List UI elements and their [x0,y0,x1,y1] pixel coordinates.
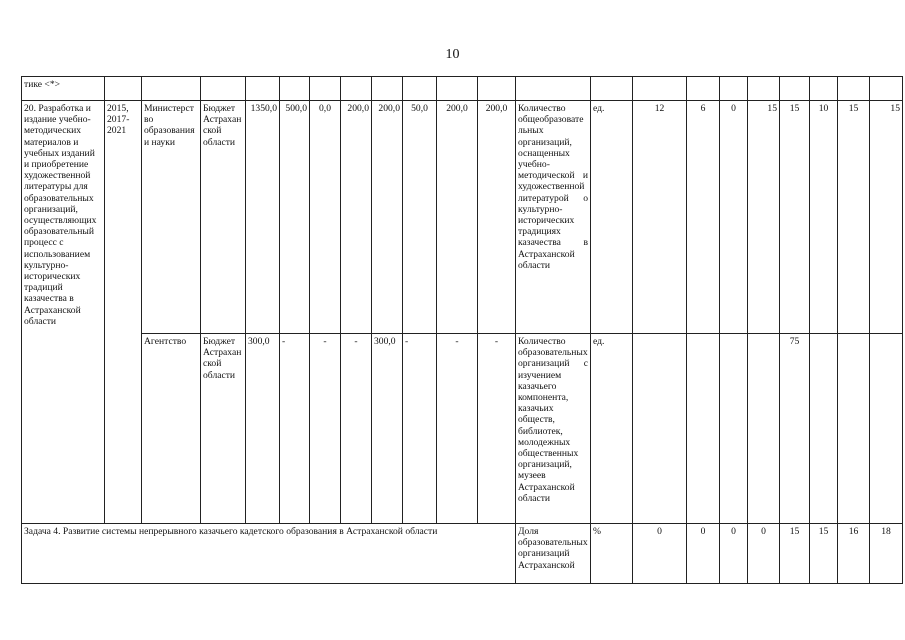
value-cell: 6 [687,101,720,334]
item20-indicator-1: Количество общеобразовательных организаций, оснащенных учебно-методической и художественной литературой о культурно-исторических традициях казачества в Астраханской области [516,101,591,334]
unit-cell: % [591,524,633,584]
value-cell: 12 [633,101,687,334]
item20-years: 2015, 2017-2021 [105,101,142,524]
page-number: 10 [445,47,460,62]
value-cell [870,334,903,524]
fin-cell: 1350,0 [246,101,280,334]
item20-source-1: Бюджет Астраханской области [201,101,246,334]
value-cell [720,334,748,524]
cell-continuation-text: тике <*> [22,77,105,101]
fin-cell: 0,0 [310,101,341,334]
value-cell: 18 [870,524,903,584]
table-row-task4 [22,524,903,584]
value-cell: 0 [720,524,748,584]
item20-executor-ministry: Министерство образования и науки [142,101,201,334]
fin-cell: 200,0 [478,101,516,334]
value-cell: 0 [748,524,780,584]
fin-cell: - [478,334,516,524]
program-table [21,76,903,584]
value-cell: 0 [687,524,720,584]
table-row-item20-ministry [22,101,903,334]
value-cell [810,334,838,524]
fin-cell: - [280,334,310,524]
value-cell: 15 [748,101,780,334]
table-row-continuation [22,77,903,101]
fin-cell: 200,0 [437,101,478,334]
value-cell: 16 [838,524,870,584]
value-cell: 0 [633,524,687,584]
value-cell: 15 [810,524,838,584]
value-cell: 15 [870,101,903,334]
fin-cell: - [310,334,341,524]
item20-indicator-2: Количество образовательных организаций с изучением казачьего компонента, казачьих обществ, библиотек, молодежных общественных организаций, музеев Астраханской области [516,334,591,524]
unit-cell: ед. [591,101,633,334]
fin-cell: - [341,334,372,524]
fin-cell: 300,0 [246,334,280,524]
value-cell: 75 [780,334,810,524]
task4-title: Задача 4. Развитие системы непрерывного казачьего кадетского образования в Астраханской области [22,524,516,584]
task4-indicator: Доля образовательных организаций Астраханской [516,524,591,584]
fin-cell: 200,0 [372,101,403,334]
value-cell: 15 [780,101,810,334]
fin-cell: 200,0 [341,101,372,334]
item20-name: 20. Разработка и издание учебно-методических материалов и учебных изданий и приобретение художественной литературы для образовательных организаций, осуществляющих образовательный процесс с использованием культурно-исторических традиций казачества в Астраханской области [22,101,105,524]
unit-cell: ед. [591,334,633,524]
value-cell: 15 [780,524,810,584]
fin-cell: - [437,334,478,524]
value-cell: 10 [810,101,838,334]
value-cell [748,334,780,524]
value-cell [687,334,720,524]
item20-source-2: Бюджет Астраханской области [201,334,246,524]
value-cell [838,334,870,524]
value-cell: 15 [838,101,870,334]
fin-cell: 300,0 [372,334,403,524]
item20-executor-agency: Агентство [142,334,201,524]
value-cell [633,334,687,524]
fin-cell: 50,0 [403,101,437,334]
table-row-item20-agency [22,334,903,524]
value-cell: 0 [720,101,748,334]
fin-cell: - [403,334,437,524]
fin-cell: 500,0 [280,101,310,334]
